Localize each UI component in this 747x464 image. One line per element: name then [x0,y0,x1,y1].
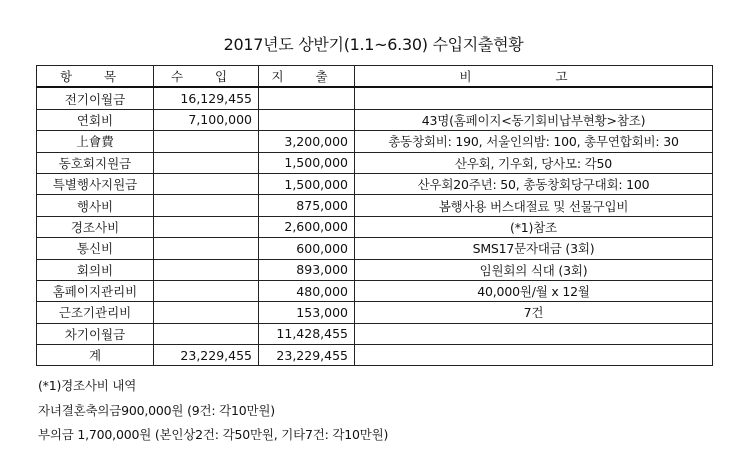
page-title: 2017년도 상반기(1.1~6.30) 수입지출현황 [223,35,524,54]
table-row [37,152,713,173]
row-note: 총동창회비: 190, 서울인의밤: 100, 총무연합회비: 30 [355,131,713,152]
row-income [154,238,259,259]
row-expense: 1,500,000 [259,152,355,173]
row-item: 행사비 [37,195,154,216]
row-item: 통신비 [37,238,154,259]
row-income [154,280,259,301]
income-expense-table [36,65,713,366]
row-expense: 893,000 [259,259,355,280]
row-item: 회의비 [37,259,154,280]
row-expense: 480,000 [259,280,355,301]
row-note: 봄행사용 버스대절료 및 선물구입비 [355,195,713,216]
footnote-wedding: 자녀결혼축의금900,000원 (9건: 각10만원) [38,403,275,418]
row-expense: 875,000 [259,195,355,216]
row-note: 임원회의 식대 (3회) [355,259,713,280]
row-expense: 3,200,000 [259,131,355,152]
total-income: 23,229,455 [154,345,259,366]
total-expense: 23,229,455 [259,345,355,366]
row-income: 16,129,455 [154,87,259,109]
row-item: 홈페이지관리비 [37,280,154,301]
row-note: SMS17문자대금 (3회) [355,238,713,259]
table-row [37,195,713,216]
total-note [355,345,713,366]
row-note [355,323,713,344]
table-total-row [37,345,713,366]
row-note: (*1)참조 [355,216,713,237]
row-item: 근조기관리비 [37,302,154,323]
row-expense: 153,000 [259,302,355,323]
row-note: 43명(홈페이지<동기회비납부현황>참조) [355,109,713,130]
header-item: 항 목 [37,66,154,88]
table-row [37,280,713,301]
row-expense: 1,500,000 [259,173,355,194]
row-note: 산우회20주년: 50, 총동창회당구대회: 100 [355,173,713,194]
table-row [37,109,713,130]
row-income: 7,100,000 [154,109,259,130]
table-row [37,302,713,323]
row-item: 上會費 [37,131,154,152]
row-expense: 11,428,455 [259,323,355,344]
table-row [37,87,713,109]
table-header-row [37,66,713,88]
table-row [37,323,713,344]
table-row [37,238,713,259]
row-item: 전기이월금 [37,87,154,109]
row-expense: 600,000 [259,238,355,259]
table-row [37,131,713,152]
row-item: 특별행사지원금 [37,173,154,194]
row-expense: 2,600,000 [259,216,355,237]
row-note: 7건 [355,302,713,323]
row-item: 동호회지원금 [37,152,154,173]
row-item: 경조사비 [37,216,154,237]
row-item: 연회비 [37,109,154,130]
row-item: 차기이월금 [37,323,154,344]
header-income: 수 입 [154,66,259,88]
table-row [37,259,713,280]
row-income [154,173,259,194]
table-row [37,216,713,237]
row-income [154,216,259,237]
row-income [154,195,259,216]
footnote-heading: (*1)경조사비 내역 [38,378,137,393]
row-income [154,302,259,323]
table-row [37,173,713,194]
row-income [154,259,259,280]
total-label: 계 [37,345,154,366]
row-income [154,131,259,152]
row-income [154,152,259,173]
row-note [355,87,713,109]
footnote-condolence: 부의금 1,700,000원 (본인상2건: 각50만원, 기타7건: 각10만원) [38,427,389,442]
header-note: 비 고 [355,66,713,88]
row-note: 40,000원/월 x 12월 [355,280,713,301]
row-income [154,323,259,344]
row-note: 산우회, 기우회, 당사모: 각50 [355,152,713,173]
row-expense [259,87,355,109]
row-expense [259,109,355,130]
header-expense: 지 출 [259,66,355,88]
